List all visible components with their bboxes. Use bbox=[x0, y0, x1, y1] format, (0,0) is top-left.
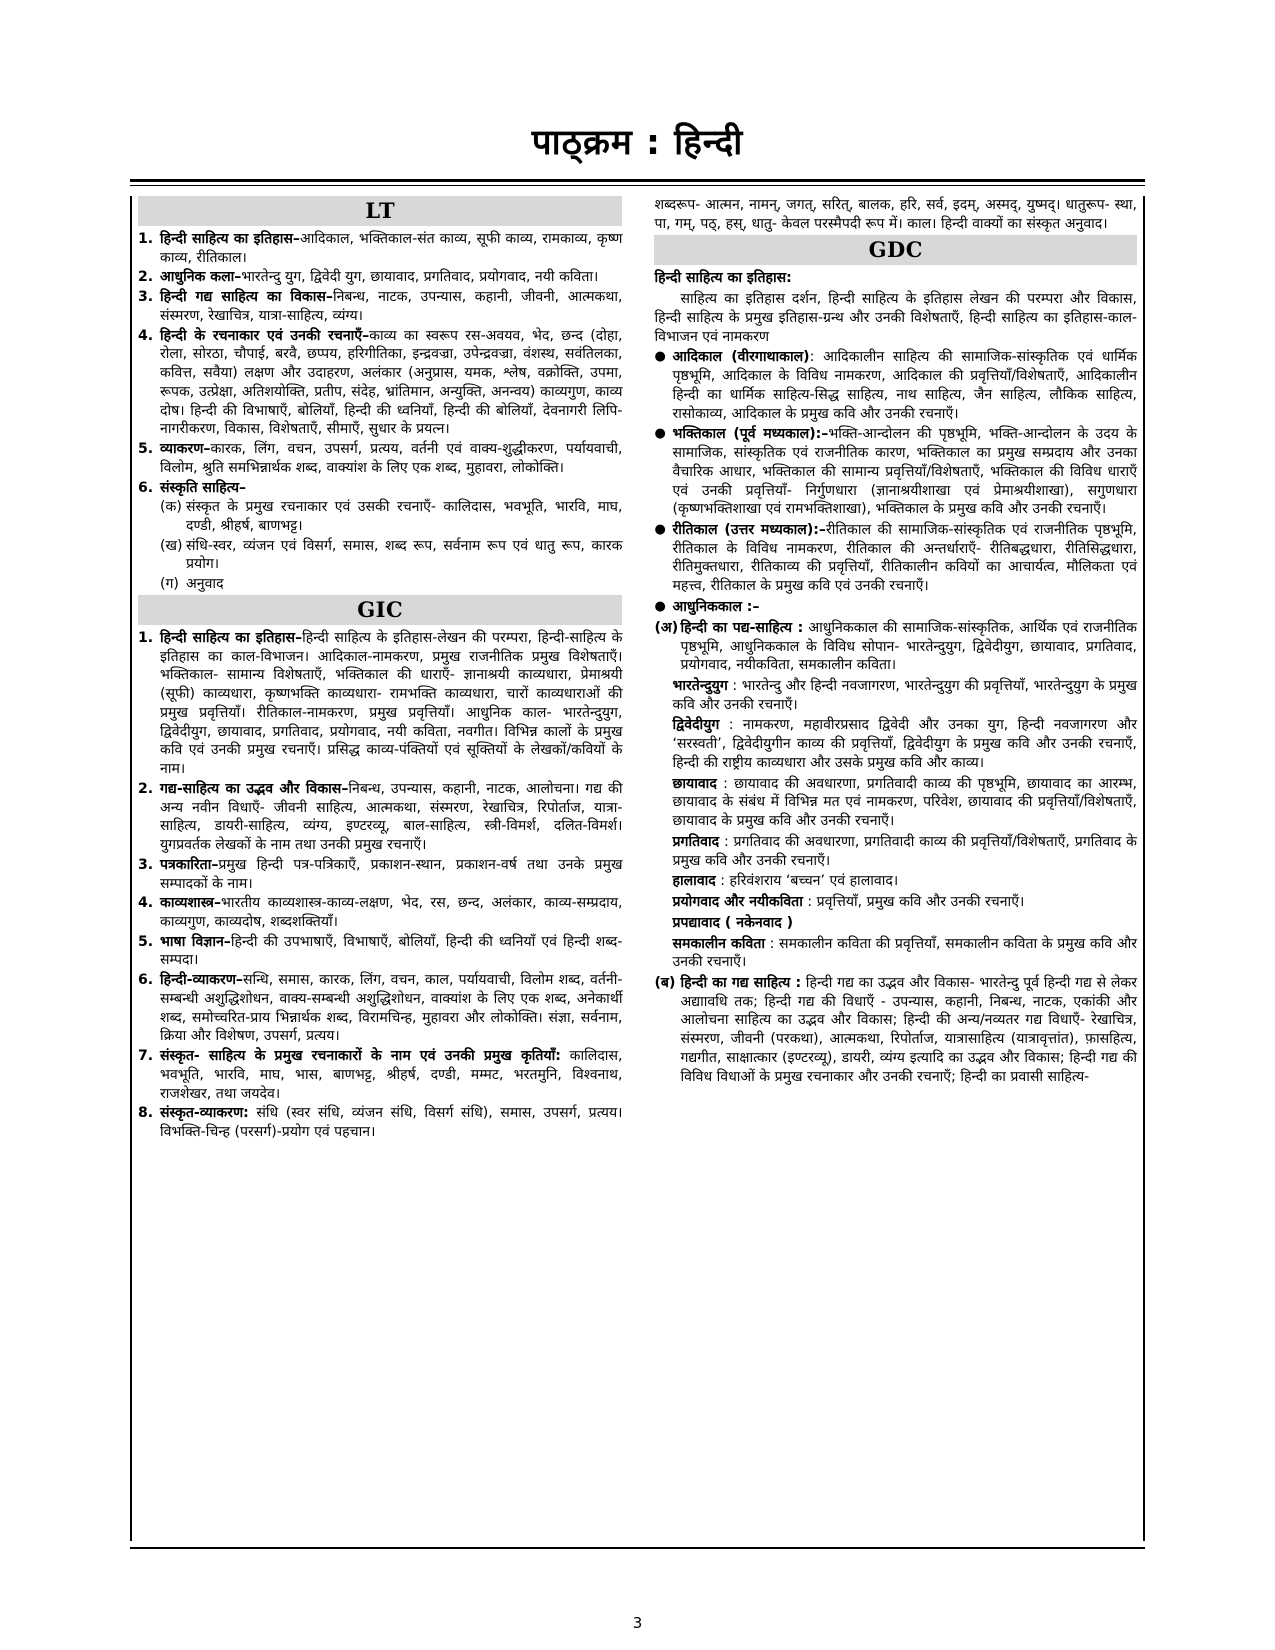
tagged-item bbox=[654, 619, 1137, 675]
sub-paragraph bbox=[672, 935, 1137, 972]
sub-paragraph-label: समकालीन कविता bbox=[672, 935, 766, 952]
item-number: 6. bbox=[138, 972, 154, 989]
tagged-text bbox=[680, 974, 1137, 1086]
bullet-text bbox=[672, 598, 1137, 617]
gdc-subheading-text: हिन्दी साहित्य का इतिहास: bbox=[654, 270, 792, 287]
sub-item-text: संधि-स्वर, व्यंजन एवं विसर्ग, समास, शब्द रूप, सर्वनाम रूप एवं धातु रूप, कारक प्रयोग। bbox=[186, 537, 623, 573]
item-label: व्याकरण– bbox=[160, 441, 211, 458]
item-number: 4. bbox=[138, 327, 154, 344]
item-label: गद्य-साहित्य का उद्भव और विकास– bbox=[160, 780, 349, 797]
sub-paragraph-label: प्रपद्यावाद ( नकेनवाद ) bbox=[672, 914, 794, 931]
item-text bbox=[160, 268, 622, 287]
bullet-list-item bbox=[654, 425, 1137, 519]
item-text bbox=[160, 230, 622, 267]
section-heading-lt: LT bbox=[138, 196, 622, 226]
sub-paragraph bbox=[672, 716, 1137, 772]
list-item bbox=[138, 1047, 622, 1103]
sub-paragraph bbox=[672, 833, 1137, 870]
section-heading-gic: GIC bbox=[138, 595, 622, 625]
bottom-rule bbox=[130, 1547, 1145, 1549]
item-text bbox=[160, 327, 622, 439]
tag-label: (ब) bbox=[654, 975, 676, 992]
sub-paragraph-label: छायावाद bbox=[672, 775, 717, 792]
item-label: काव्यशास्त्र– bbox=[160, 895, 222, 912]
list-item bbox=[138, 288, 622, 325]
sub-paragraph-label: द्विवेदीयुग bbox=[672, 717, 720, 734]
item-detail: कारक, लिंग, वचन, उपसर्ग, प्रत्यय, वर्तनी एवं वाक्य-शुद्धीकरण, पर्यायवाची, विलोम, श्रुति समभिन्नार्थक शब्द, वाक्यांश के लिए एक शब्द, मुहावरा, लोकोक्ति। bbox=[160, 441, 623, 476]
tag-label: (अ) bbox=[654, 619, 679, 636]
item-number: 3. bbox=[138, 856, 154, 873]
sub-paragraph bbox=[672, 914, 1137, 933]
list-item bbox=[138, 230, 622, 267]
bullet-list-item bbox=[654, 598, 1137, 617]
item-label: आधुनिक कला– bbox=[160, 269, 242, 286]
sub-list-item bbox=[160, 537, 622, 574]
sub-item-label: (क) bbox=[160, 499, 182, 516]
bullet-label: भक्तिकाल (पूर्व मध्यकाल):– bbox=[672, 426, 829, 443]
bullet-list-item bbox=[654, 521, 1137, 596]
bullet-detail: भक्ति-आन्दोलन की पृष्ठभूमि, भक्ति-आन्दोलन के उदय के सामाजिक, सांस्कृतिक एवं राजनीतिक कारण, भक्तिकाल का प्रमुख सम्प्रदाय और उनका वैचारिक आधार, भक्तिकाल की सामान्य प्रवृत्तियाँ/विशेषताएँ, भक्तिकाल की विविध धाराएँ एवं उनकी प्रवृत्तियाँ- निर्गुणधारा (ज्ञानाश्रयीशाखा एवं प्रेमाश्रयीशाखा), सगुणधारा (कृष्णभक्तिशाखा एवं रामभक्तिशाखा), भक्तिकाल के प्रमुख कवि और उनकी रचनाएँ। bbox=[672, 426, 1137, 518]
item-detail: निबन्ध, उपन्यास, कहानी, नाटक, आलोचना। गद्य की अन्य नवीन विधाएँ- जीवनी साहित्य, आत्मकथा, संस्मरण, रेखाचित्र, रिपोर्ताज, यात्रा-साहित्य, डायरी-साहित्य, व्यंग्य, इण्टरव्यू, बाल-साहित्य, स्त्री-विमर्श, दलित-विमर्श। युगप्रवर्तक लेखकों के नाम तथा उनकी प्रमुख रचनाएँ। bbox=[160, 780, 623, 854]
item-text bbox=[160, 933, 622, 970]
page-number: 3 bbox=[632, 1614, 643, 1632]
item-detail: कालिदास, भवभूति, भारवि, माघ, भास, बाणभट्ट, श्रीहर्ष, दण्डी, मम्मट, भरतमुनि, विश्वनाथ, राजशेखर, तथा जयदेव। bbox=[160, 1048, 623, 1102]
item-label: संस्कृत- साहित्य के प्रमुख रचनाकारों के नाम एवं उनकी प्रमुख कृतियाँ: bbox=[160, 1048, 561, 1065]
item-detail: आदिकाल, भक्तिकाल-संत काव्य, सूफी काव्य, रामकाव्य, कृष्ण काव्य, रीतिकाल। bbox=[160, 231, 623, 266]
item-label: संस्कृत-व्याकरण: bbox=[160, 1105, 249, 1122]
sub-item-label: (ख) bbox=[160, 537, 183, 554]
item-label: हिन्दी गद्य साहित्य का विकास– bbox=[160, 289, 333, 306]
item-label: हिन्दी साहित्य का इतिहास– bbox=[160, 629, 303, 646]
item-number: 5. bbox=[138, 933, 154, 950]
section-heading-gdc: GDC bbox=[654, 235, 1137, 265]
item-text bbox=[160, 288, 622, 325]
sub-paragraph-label: हालावाद bbox=[672, 873, 716, 890]
item-detail: संधि (स्वर संधि, व्यंजन संधि, विसर्ग संधि), समास, उपसर्ग, प्रत्यय। विभक्ति-चिन्ह (परसर्ग)-प्रयोग एवं पहचान। bbox=[160, 1105, 623, 1141]
item-label: हिन्दी-व्याकरण– bbox=[160, 972, 243, 989]
sub-list-item bbox=[160, 498, 622, 535]
list-item bbox=[138, 933, 622, 970]
sub-paragraph-detail: : भारतेन्दु और हिन्दी नवजागरण, भारतेन्दुयुग की प्रवृत्तियाँ, भारतेन्दुयुग के प्रमुख कवि और उनकी रचनाएँ। bbox=[672, 678, 1137, 713]
bullet-dot-icon: ● bbox=[654, 522, 666, 538]
bullet-text bbox=[672, 348, 1137, 423]
item-detail: प्रमुख हिन्दी पत्र-पत्रिकाएँ, प्रकाशन-स्थान, प्रकाशन-वर्ष तथा उनके प्रमुख सम्पादकों के नाम। bbox=[160, 856, 623, 892]
item-label: हिन्दी के रचनाकार एवं उनकी रचनाएँ– bbox=[160, 327, 370, 344]
sub-paragraph bbox=[672, 872, 1137, 891]
two-column-layout bbox=[138, 196, 1137, 1541]
list-item bbox=[138, 629, 622, 779]
item-text bbox=[160, 856, 622, 893]
list-item bbox=[138, 894, 622, 931]
item-text bbox=[160, 1104, 622, 1141]
item-number: 2. bbox=[138, 780, 154, 797]
left-column bbox=[138, 196, 628, 1541]
item-number: 3. bbox=[138, 289, 154, 306]
tagged-detail: हिन्दी गद्य का उद्भव और विकास- भारतेन्दु पूर्व हिन्दी गद्य से लेकर अद्याावधि तक; हिन्दी गद्य की विधाएँ - उपन्यास, कहानी, निबन्ध, नाटक, एकांकी और आलोचना साहित्य का उद्भव और विकास; हिन्दी की अन्य/नव्यतर गद्य विधाएँ- रेखाचित्र, संस्मरण, जीवनी (परकथा), आत्मकथा, रिपोर्ताज, यात्रासाहित्य (यात्रावृत्तांत), फ़ासहित्य, गद्यगीत, साक्षात्कार (इण्टरव्यू), डायरी, व्यंग्य इत्यादि का उद्भव और विकास; हिन्दी गद्य की विविध विधाओं के प्रमुख रचनाकार और उनकी रचनाएँ; हिन्दी का प्रवासी साहित्य- bbox=[680, 975, 1137, 1085]
item-detail: भारतीय काव्यशास्त्र-काव्य-लक्षण, भेद, रस, छन्द, अलंकार, काव्य-सम्प्रदाय, काव्यगुण, काव्यदोष, शब्दशक्तियाँ। bbox=[160, 895, 623, 930]
sub-item-label: (ग) bbox=[160, 576, 179, 593]
page-title: पाठ्क्रम : हिन्दी bbox=[531, 123, 744, 163]
item-detail: हिन्दी साहित्य के इतिहास-लेखन की परम्परा, हिन्दी-साहित्य के इतिहास का काल-विभाजन। आदिकाल-नामकरण, प्रमुख राजनीतिक प्रमुख विशेषताएँ। भक्तिकाल- सामान्य विशेषताएँ, भक्तिकाल की धाराएँ- ज्ञानाश्रयी काव्यधारा, प्रेमाश्रयी (सूफी) काव्यधारा, कृष्णभक्ति काव्यधारा- रामभक्ति काव्यधारा, चारों काव्यधाराओं की प्रमुख प्रवृत्तियाँ। रीतिकाल-नामकरण, प्रमुख प्रवृत्तियाँ। आधुनिक काल- भारतेन्दुयुग, द्विवेदीयुग, छायावाद, प्रगतिवाद, प्रयोगवाद, नयी कविता, नवगीत। विभिन्न कालों के प्रमुख कवि एवं उनकी प्रमुख रचनाएँ। प्रसिद्ध काव्य-पंक्तियों एवं सूक्तियों के लेखकों/कवियों के नाम। bbox=[160, 629, 623, 778]
list-item bbox=[138, 780, 622, 855]
bullet-dot-icon: ● bbox=[654, 426, 666, 442]
sub-paragraph-detail: : छायावाद की अवधारणा, प्रगतिवादी काव्य की पृष्ठभूमि, छायावाद का आरम्भ, छायावाद के संबंध में विभिन्न मत एवं नामकरण, परिवेश, छायावाद की प्रवृत्तियाँ/विशेषताएँ, छायावाद के प्रमुख कवि और उनकी रचनाएँ। bbox=[672, 775, 1137, 830]
bullet-text bbox=[672, 521, 1137, 596]
list-item bbox=[138, 856, 622, 893]
item-number: 7. bbox=[138, 1048, 154, 1065]
item-text bbox=[160, 894, 622, 931]
sub-paragraph-detail: : नामकरण, महावीरप्रसाद द्विवेदी और उनका युग, हिन्दी नवजागरण और ‘सरस्वती’, द्विवेदीयुगीन काव्य की प्रवृत्तियाँ, द्विवेदीयुग के प्रमुख कवि और उनकी रचनाएँ, हिन्दी की राष्ट्रीय काव्यधारा और उसके प्रमुख कवि और काव्य। bbox=[672, 717, 1137, 771]
sub-paragraph-detail: : समकालीन कविता की प्रवृत्तियाँ, समकालीन कविता के प्रमुख कवि और उनकी रचनाएँ। bbox=[672, 935, 1138, 971]
list-item bbox=[138, 1104, 622, 1141]
sub-paragraph-detail: : प्रवृत्तियाँ, प्रमुख कवि और उनकी रचनाएँ। bbox=[802, 894, 1025, 911]
tagged-item bbox=[654, 974, 1137, 1086]
item-number: 6. bbox=[138, 479, 154, 496]
list-item bbox=[138, 479, 622, 498]
item-label: संस्कृति साहित्य– bbox=[160, 479, 247, 496]
sub-paragraph bbox=[672, 677, 1137, 714]
item-detail: काव्य का स्वरूप रस-अवयव, भेद, छन्द (दोहा, रोला, सोरठा, चौपाई, बरवै, छप्पय, हरिगीतिका, इन्द्रवज्रा, उपेन्द्रवज्रा, वंशस्थ, सवंतिलका, कवित्त, सवैया) लक्षण और उदाहरण, अलंकार (अनुप्रास, यमक, श्लेष, वक्रोक्ति, उपमा, रूपक, उत्प्रेक्षा, अतिशयोक्ति, प्रतीप, संदेह, भ्रांतिमान, अन्युक्ति, अनन्वय) काव्यगुण, काव्य दोष। हिन्दी की विभाषाएँ, बोलियाँ, हिन्दी की ध्वनियाँ, हिन्दी की बोलियाँ, देवनागरी लिपि-नागरीकरण, विकास, विशेषताएँ, सीमाएँ, सुधार के प्रयत्न। bbox=[160, 327, 623, 438]
item-detail: भारतेन्दु युग, द्विवेदी युग, छायावाद, प्रगतिवाद, प्रयोगवाद, नयी कविता। bbox=[241, 269, 599, 286]
sub-paragraph-detail: : प्रगतिवाद की अवधारणा, प्रगतिवादी काव्य की प्रवृत्तियाँ/विशेषताएँ, प्रगतिवाद के प्रमुख कवि और उनकी रचनाएँ। bbox=[672, 833, 1137, 869]
item-number: 4. bbox=[138, 895, 154, 912]
sanskrit-forms-paragraph: शब्दरूप- आत्मन, नामन्, जगत्, सरित्, बालक, हरि, सर्व, इदम्, अस्मद्, युष्मद्। धातुरूप- स्था, पा, गम्, पठ्, हस्, धातु- केवल परस्मैपदी रूप में। काल। हिन्दी वाक्यों का संस्कृत अनुवाद। bbox=[654, 197, 1137, 232]
item-number: 1. bbox=[138, 231, 154, 247]
bullet-dot-icon: ● bbox=[654, 598, 666, 614]
list-item bbox=[138, 971, 622, 1046]
item-text bbox=[160, 479, 622, 498]
item-text bbox=[160, 440, 622, 477]
list-item bbox=[138, 440, 622, 477]
item-detail: निबन्ध, नाटक, उपन्यास, कहानी, जीवनी, आत्मकथा, संस्मरण, रेखाचित्र, यात्रा-साहित्य, व्यंग्य। bbox=[160, 289, 623, 324]
bullet-detail: रीतिकाल की सामाजिक-सांस्कृतिक एवं राजनीतिक पृष्ठभूमि, रीतिकाल के विविध नामकरण, रीतिकाल की अन्तर्धाराएँ- रीतिबद्धधारा, रीतिसिद्धधारा, रीतिमुक्तधारा, रीतिकाव्य की प्रवृत्तियाँ, रीतिकालीन कवियों का आचार्यत्व, मौलिकता एवं महत्त्व, रीतिकाल के प्रमुख कवि एवं उनकी रचनाएँ। bbox=[672, 522, 1138, 595]
gdc-subheading bbox=[654, 269, 1137, 288]
sub-paragraph-label: प्रगतिवाद bbox=[672, 833, 720, 850]
content-frame bbox=[130, 196, 1145, 1541]
list-item bbox=[138, 268, 622, 287]
item-label: पत्रकारिता– bbox=[160, 856, 219, 873]
sub-paragraph-label: भारतेन्दुयुग bbox=[672, 678, 728, 694]
item-text bbox=[160, 780, 622, 855]
tagged-label: हिन्दी का गद्य साहित्य : bbox=[680, 975, 802, 992]
bullet-label: आदिकाल (वीरगाथाकाल) bbox=[672, 349, 810, 366]
bullet-text bbox=[672, 425, 1137, 519]
list-item bbox=[138, 327, 622, 439]
item-number: 1. bbox=[138, 629, 154, 646]
bullet-list-item bbox=[654, 348, 1137, 423]
item-text bbox=[160, 629, 622, 779]
item-number: 8. bbox=[138, 1105, 154, 1122]
title-rule bbox=[130, 179, 1145, 186]
item-label: हिन्दी साहित्य का इतिहास– bbox=[160, 231, 300, 247]
sub-item-text: संस्कृत के प्रमुख रचनाकार एवं उसकी रचनाएँ- कालिदास, भवभूति, भारवि, माघ, दण्डी, श्रीहर्ष, बाणभट्ट। bbox=[186, 499, 623, 535]
gdc-intro-paragraph: साहित्य का इतिहास दर्शन, हिन्दी साहित्य के इतिहास लेखन की परम्परा और विकास, हिन्दी साहित्य के प्रमुख इतिहास-ग्रन्थ और उनकी विशेषताएँ, हिन्दी साहित्य का इतिहास-काल-विभाजन एवं नामकरण bbox=[654, 291, 1137, 345]
item-text bbox=[160, 1047, 622, 1103]
item-detail: सन्धि, समास, कारक, लिंग, वचन, काल, पर्यायवाची, विलोम शब्द, वर्तनी-सम्बन्धी अशुद्धिशोधन, वाक्य-सम्बन्धी अशुद्धिशोधन, वाक्यांश के लिए एक शब्द, अनेकार्थी शब्द, समोच्चरित-प्राय भिन्नार्थक शब्द, विरामचिन्ह, मुहावरा और लोकोक्ति। संज्ञा, सर्वनाम, क्रिया और विशेषण, उपसर्ग, प्रत्यय। bbox=[160, 972, 623, 1045]
tagged-detail: आधुनिककाल की सामाजिक-सांस्कृतिक, आर्थिक एवं राजनीतिक पृष्ठभूमि, आधुनिककाल के विविध सोपान- भारतेन्दुयुग, द्विवेदीयुग, छायावाद, प्रगतिवाद, प्रयोगवाद, नयीकविता, समकालीन कविता। bbox=[680, 619, 1137, 674]
item-number: 5. bbox=[138, 441, 154, 458]
sub-paragraph bbox=[672, 893, 1137, 912]
bullet-detail: : आदिकालीन साहित्य की सामाजिक-सांस्कृतिक एवं धार्मिक पृष्ठभूमि, आदिकाल के विविध नामकरण, आदिकाल की प्रवृत्तियाँ/विशेषताएँ, आदिकालीन हिन्दी का धार्मिक साहित्य-सिद्ध साहित्य, नाथ साहित्य, जैन साहित्य, लौकिक साहित्य, रासोकाव्य, आदिकाल के प्रमुख कवि और उनकी रचनाएँ। bbox=[672, 349, 1137, 422]
bullet-dot-icon: ● bbox=[654, 349, 666, 365]
item-number: 2. bbox=[138, 269, 154, 286]
bullet-label: रीतिकाल (उत्तर मध्यकाल):– bbox=[672, 522, 826, 539]
item-label: भाषा विज्ञान– bbox=[160, 933, 231, 950]
right-column bbox=[646, 196, 1137, 1541]
item-text bbox=[160, 971, 622, 1046]
sub-paragraph-detail: : हरिवंशराय ‘बच्चन’ एवं हालावाद। bbox=[715, 873, 899, 890]
sub-list-item bbox=[160, 575, 622, 594]
sub-item-text: अनुवाद bbox=[186, 576, 224, 593]
tagged-text bbox=[680, 619, 1137, 675]
sub-paragraph-label: प्रयोगवाद और नयीकविता bbox=[672, 894, 803, 911]
tagged-label: हिन्दी का पद्य-साहित्य : bbox=[680, 619, 804, 636]
sub-paragraph bbox=[672, 775, 1137, 831]
item-detail: हिन्दी की उपभाषाएँ, विभाषाएँ, बोलियाँ, हिन्दी की ध्वनियाँ एवं हिन्दी शब्द-सम्पदा। bbox=[160, 933, 623, 969]
bullet-label: आधुनिककाल :– bbox=[672, 598, 760, 615]
